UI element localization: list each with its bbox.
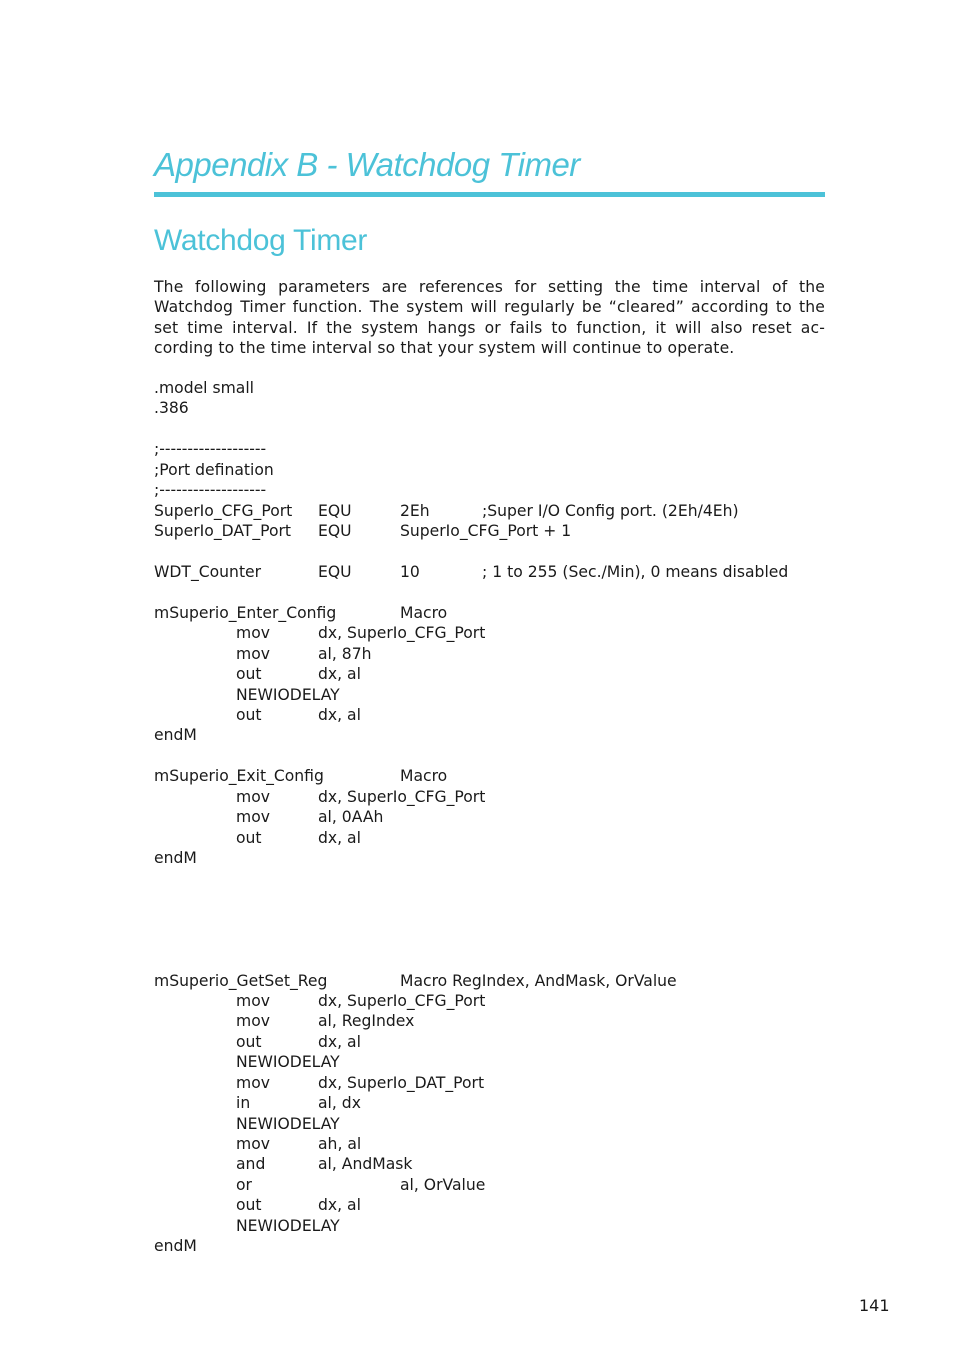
- code-line: ;-------------------: [154, 481, 267, 500]
- macro-end: endM: [154, 1237, 197, 1256]
- code-line: in al, dx: [236, 1094, 361, 1113]
- appendix-title: Appendix B - Watchdog Timer: [154, 146, 580, 183]
- code-line: NEWIODELAY: [236, 1216, 340, 1235]
- macro-header-enter-config: mSuperio_Enter_Config Macro: [154, 603, 448, 622]
- title-rule: [154, 192, 825, 197]
- macro-end: endM: [154, 849, 197, 868]
- code-line: or al, OrValue: [236, 1175, 486, 1194]
- code-line: and al, AndMask: [236, 1155, 413, 1174]
- code-line: out dx, al: [236, 828, 361, 847]
- page-number: 141: [859, 1296, 890, 1315]
- code-line: out dx, al: [236, 706, 361, 724]
- code-line: out dx, al: [236, 665, 361, 684]
- code-line: mov dx, SuperIo_CFG_Port: [236, 624, 486, 643]
- code-line: .model small: [154, 379, 255, 397]
- code-line: mov dx, SuperIo_CFG_Port: [236, 787, 486, 806]
- code-line: ;-------------------: [154, 440, 267, 459]
- code-line: NEWIODELAY: [236, 1053, 340, 1072]
- code-line: .386: [154, 399, 189, 418]
- code-line: mov al, RegIndex: [236, 1012, 415, 1031]
- code-line: mov dx, SuperIo_DAT_Port: [236, 1073, 485, 1092]
- code-line: out dx, al: [236, 1032, 361, 1051]
- code-line: mov dx, SuperIo_CFG_Port: [236, 991, 486, 1010]
- code-line: NEWIODELAY: [236, 1114, 340, 1133]
- code-line: out dx, al: [236, 1196, 361, 1215]
- code-line-dat-port: SuperIo_DAT_Port EQU SuperIo_CFG_Port + 1: [154, 522, 572, 541]
- macro-end: endM: [154, 726, 197, 745]
- intro-paragraph: The following parameters are references for setting the time interval of the Watchdog Timer function. The system will regularly be “cleared” according to the set time interval. If the system hangs or fails to function, it will also reset ac-cording to the time interval so that your system will continue to operate.: [154, 278, 825, 358]
- code-line-cfg-port: SuperIo_CFG_Port EQU 2Eh ;Super I/O Config port. (2Eh/4Eh): [154, 501, 739, 520]
- macro-header-getset-reg: mSuperio_GetSet_Reg Macro RegIndex, AndMask, OrValue: [154, 971, 677, 990]
- code-line: mov al, 0AAh: [236, 808, 384, 827]
- code-line: mov ah, al: [236, 1135, 362, 1153]
- code-line: NEWIODELAY: [236, 685, 340, 704]
- section-title: Watchdog Timer: [154, 224, 368, 257]
- macro-header-exit-config: mSuperio_Exit_Config Macro: [154, 767, 448, 786]
- code-line: ;Port defination: [154, 460, 274, 479]
- code-listing: [154, 378, 854, 1257]
- code-line-wdt-counter: WDT_Counter EQU 10 ; 1 to 255 (Sec./Min), 0 means disabled: [154, 562, 789, 581]
- code-line: mov al, 87h: [236, 644, 372, 663]
